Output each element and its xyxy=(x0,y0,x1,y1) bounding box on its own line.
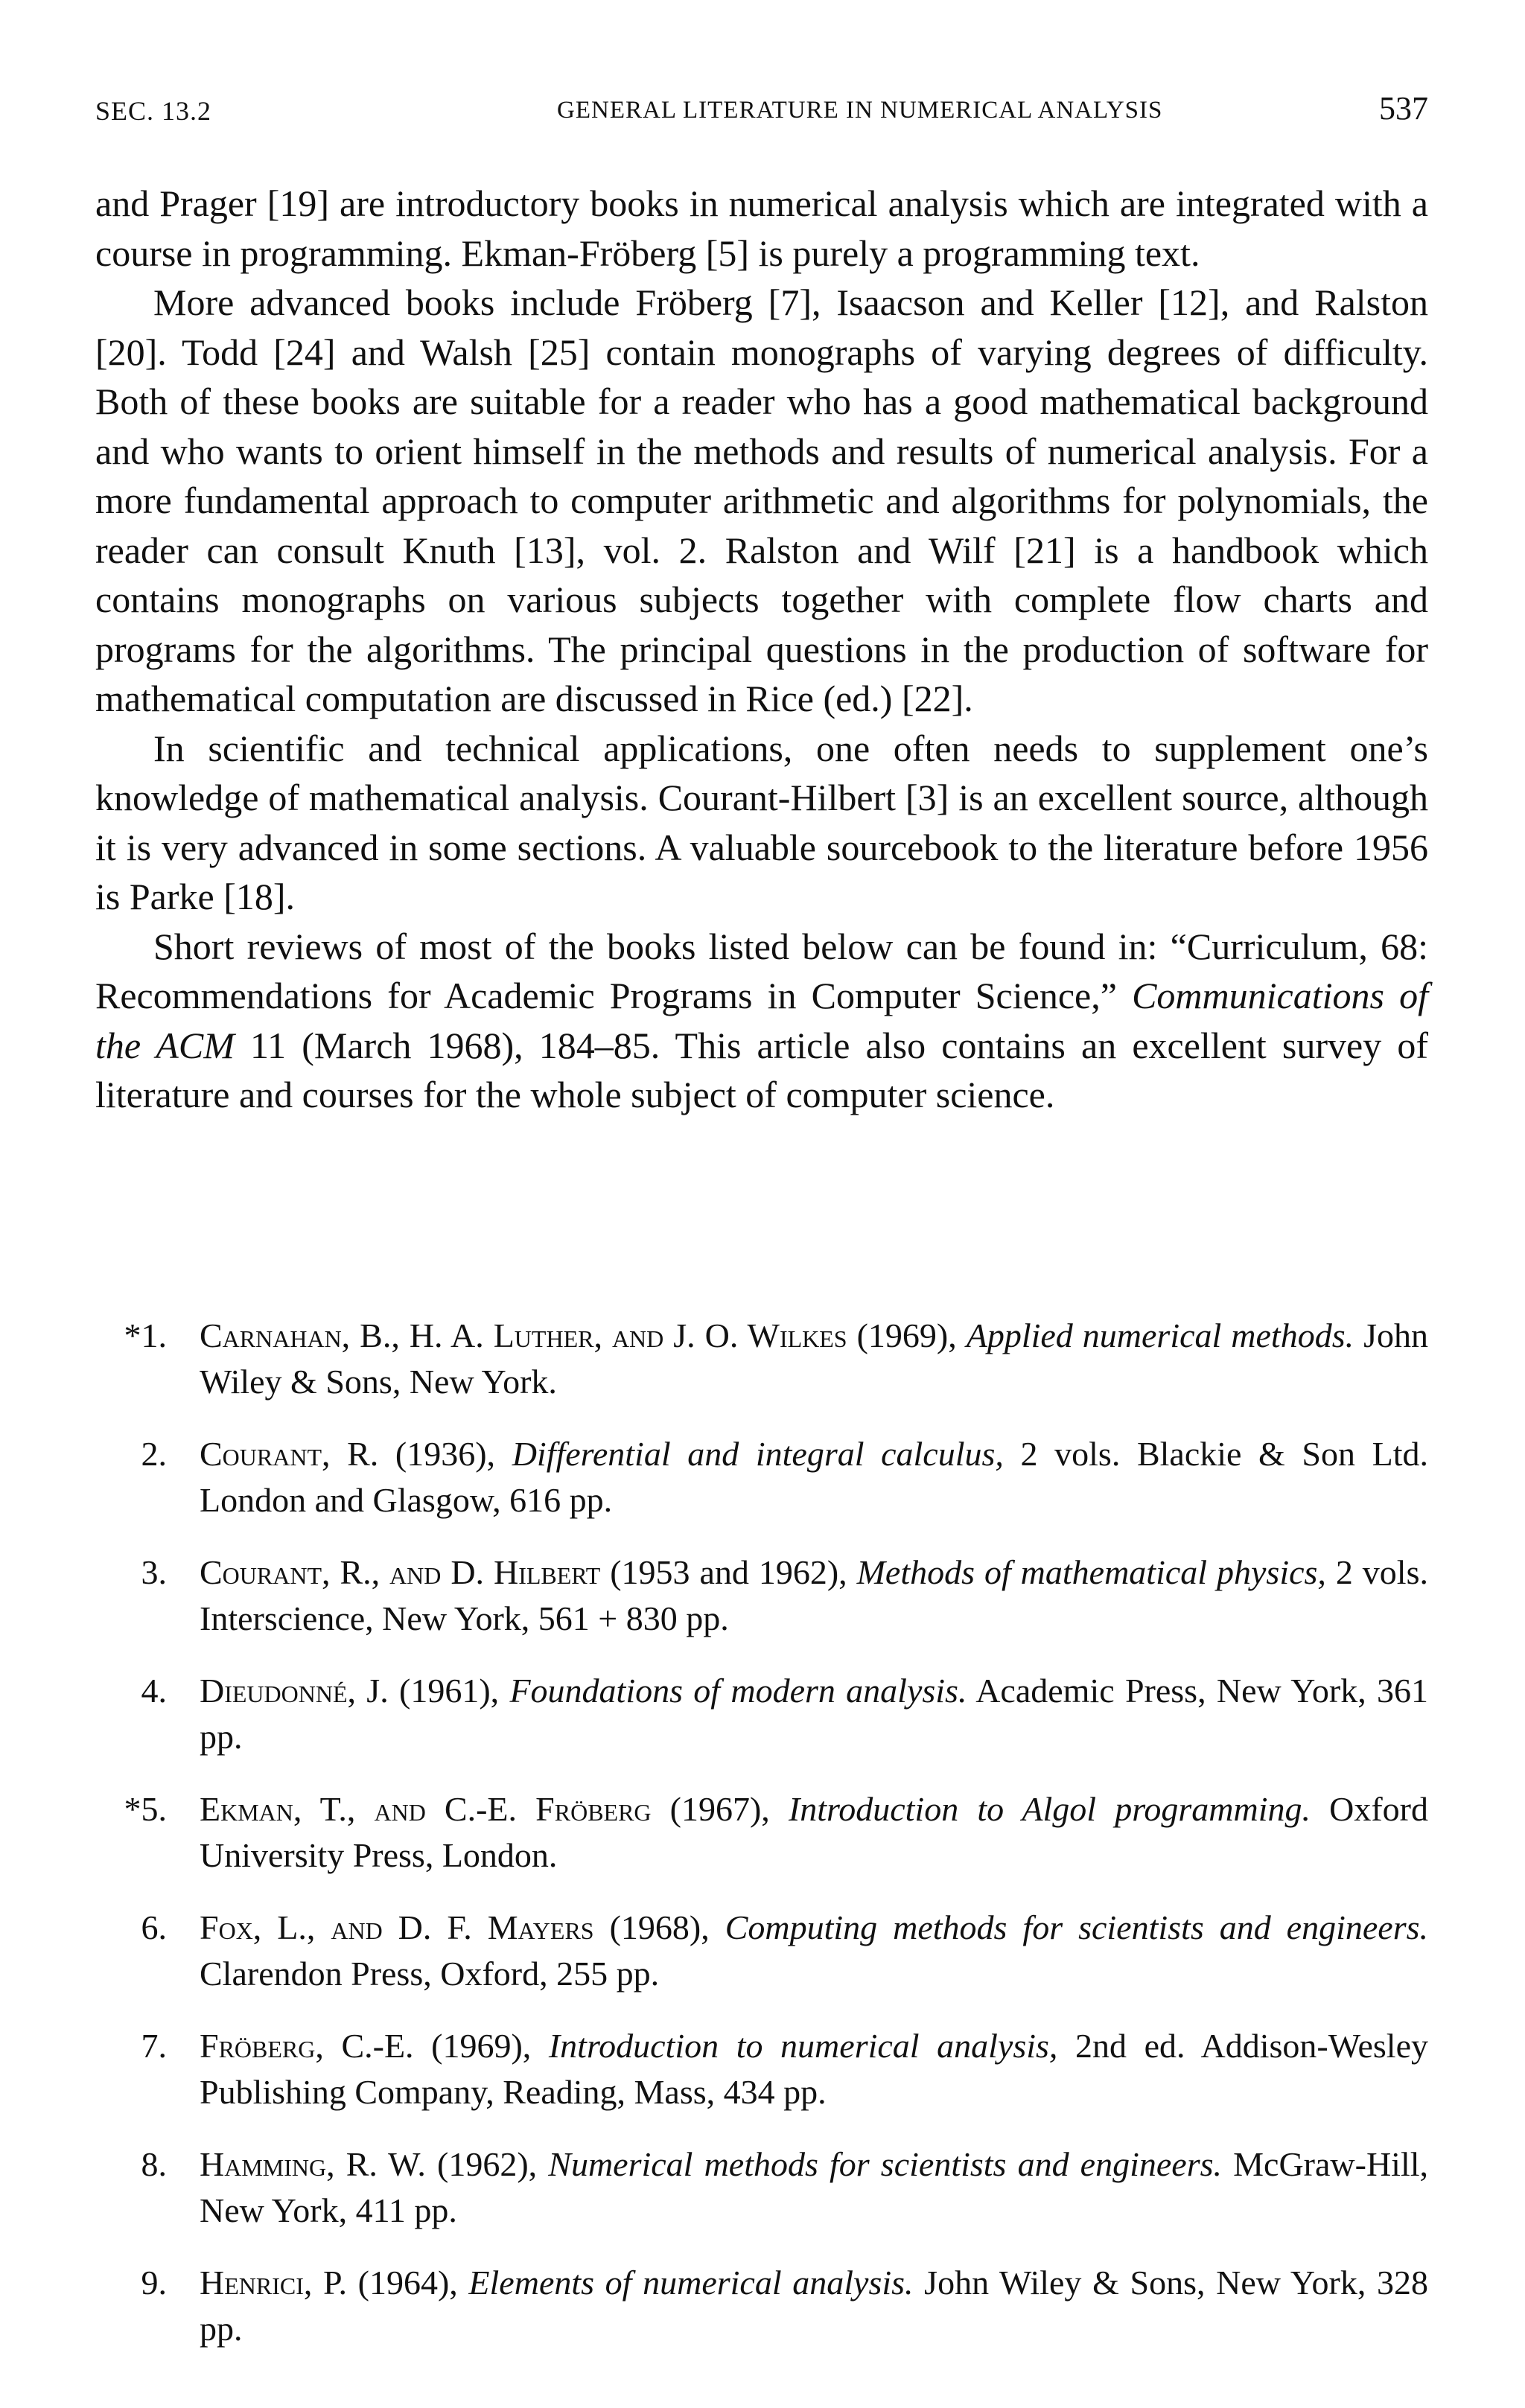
book-page xyxy=(95,0,1428,2408)
reference-publisher: McGraw-Hill, New York, 411 pp. xyxy=(200,2145,1429,2229)
reference-publisher: 2 vols. Interscience, New York, 561 + 830 pp. xyxy=(200,1553,1428,1637)
reference-title: Introduction to Algol programming. xyxy=(788,1790,1311,1828)
reviews-text-after: 11 (March 1968), 184–85. This article also contains an excellent survey of literature and courses for the whole subject of computer science. xyxy=(95,1024,1428,1115)
reference-item xyxy=(95,2023,1428,2115)
reference-publisher: 2nd ed. Addison-Wesley Publishing Company, Reading, Mass, 434 pp. xyxy=(200,2027,1429,2111)
section-number: SEC. 13.2 xyxy=(95,96,212,126)
reference-authors: Ekman, T., and C.-E. Fröberg xyxy=(200,1790,652,1828)
reference-publisher: 2 vols. Blackie & Son Ltd. London and Glasgow, 616 pp. xyxy=(200,1435,1429,1519)
reference-item xyxy=(95,1668,1428,1759)
reference-authors: Henrici, P. xyxy=(200,2264,347,2302)
reference-authors: Hamming, R. W. xyxy=(200,2145,426,2183)
reference-number: 7. xyxy=(141,2027,167,2065)
reference-list xyxy=(95,1313,1428,2378)
reference-publisher: John Wiley & Sons, New York. xyxy=(200,1316,1428,1401)
reference-number: 4. xyxy=(141,1672,167,1710)
reference-item xyxy=(95,1786,1428,1878)
reference-year: (1936), xyxy=(378,1435,512,1473)
reference-publisher: Oxford University Press, London. xyxy=(200,1790,1428,1874)
reference-number: 9. xyxy=(141,2264,167,2302)
reference-authors: Fröberg, C.-E. xyxy=(200,2027,414,2065)
paragraph-short-reviews xyxy=(95,922,1428,1120)
reference-number: 6. xyxy=(141,1908,167,1946)
reference-title: Elements of numerical analysis. xyxy=(468,2264,914,2302)
running-title: GENERAL LITERATURE IN NUMERICAL ANALYSIS xyxy=(557,97,1163,124)
running-header xyxy=(95,88,1428,133)
reference-year: (1968), xyxy=(593,1908,725,1946)
reference-number: *5. xyxy=(124,1790,167,1828)
reference-authors: Dieudonné, J. xyxy=(200,1672,389,1710)
reference-year: (1964), xyxy=(347,2264,469,2302)
reference-item xyxy=(95,1549,1428,1641)
reference-publisher: Clarendon Press, Oxford, 255 pp. xyxy=(200,1954,660,1993)
reference-publisher: John Wiley & Sons, New York, 328 pp. xyxy=(200,2264,1428,2348)
reference-year: (1962), xyxy=(425,2145,549,2183)
reference-number: 8. xyxy=(141,2145,167,2183)
reference-authors: Courant, R. xyxy=(200,1435,379,1473)
reference-title: Methods of mathematical physics, xyxy=(856,1553,1326,1591)
reference-year: (1961), xyxy=(388,1672,510,1710)
reference-item xyxy=(95,1431,1428,1523)
reference-title: Foundations of modern analysis. xyxy=(509,1672,967,1710)
reference-number: *1. xyxy=(124,1316,167,1354)
paragraph-advanced-books: More advanced books include Fröberg [7], Isaacson and Keller [12], and Ralston [20]. Todd [24] and Walsh [25] contain monographs of varying degrees of difficulty. Both of these books are suitable for a reader who has a good mathematical background and who wants to orient himself in the methods and results of numerical analysis. For a more fundamental approach to computer arithmetic and algorithms for polynomials, the reader can consult Knuth [13], vol. 2. Ralston and Wilf [21] is a handbook which contains monographs on various subjects together with complete flow charts and programs for the algorithms. The principal questions in the production of software for mathematical computation are discussed in Rice (ed.) [22]. xyxy=(95,281,1428,719)
reference-authors: Fox, L., and D. F. Mayers xyxy=(200,1908,594,1946)
reference-publisher: Academic Press, New York, 361 pp. xyxy=(200,1672,1429,1756)
reference-item xyxy=(95,2260,1428,2351)
paragraph-continuation: and Prager [19] are introductory books in numerical analysis which are integrated with a course in programming. Ekman-Fröberg [5] is purely a programming text. xyxy=(95,182,1428,274)
reference-title: Differential and integral calculus, xyxy=(512,1435,1004,1473)
reference-item xyxy=(95,1313,1428,1404)
reference-title: Introduction to numerical analysis, xyxy=(548,2027,1058,2065)
journal-title: Communications of the ACM xyxy=(95,975,1428,1066)
reference-number: 3. xyxy=(141,1553,167,1591)
reference-item xyxy=(95,2141,1428,2233)
reference-title: Applied numerical methods. xyxy=(966,1316,1354,1354)
reference-year: (1969), xyxy=(413,2027,549,2065)
reference-year: (1953 and 1962), xyxy=(600,1553,857,1591)
reference-year: (1967), xyxy=(651,1790,789,1828)
reference-year: (1969), xyxy=(847,1316,967,1354)
paragraph-scientific-applications: In scientific and technical applications, one often needs to supplement one’s knowledge of mathematical analysis. Courant-Hilbert [3] is an excellent source, although it is very advanced in some sections. A valuable sourcebook to the literature before 1956 is Parke [18]. xyxy=(95,727,1428,917)
page-number: 537 xyxy=(1379,90,1428,127)
body-text xyxy=(95,179,1428,1120)
reference-title: Numerical methods for scientists and engineers. xyxy=(548,2145,1223,2183)
reference-title: Computing methods for scientists and engineers. xyxy=(725,1908,1429,1946)
reference-item xyxy=(95,1905,1428,1996)
reference-authors: Courant, R., and D. Hilbert xyxy=(200,1553,601,1591)
reference-number: 2. xyxy=(141,1435,167,1473)
reviews-text-before: Short reviews of most of the books listed below can be found in: “Curriculum, 68: Recommendations for Academic Programs in Computer Science,” xyxy=(95,925,1428,1016)
reference-authors: Carnahan, B., H. A. Luther, and J. O. Wilkes xyxy=(200,1316,847,1354)
